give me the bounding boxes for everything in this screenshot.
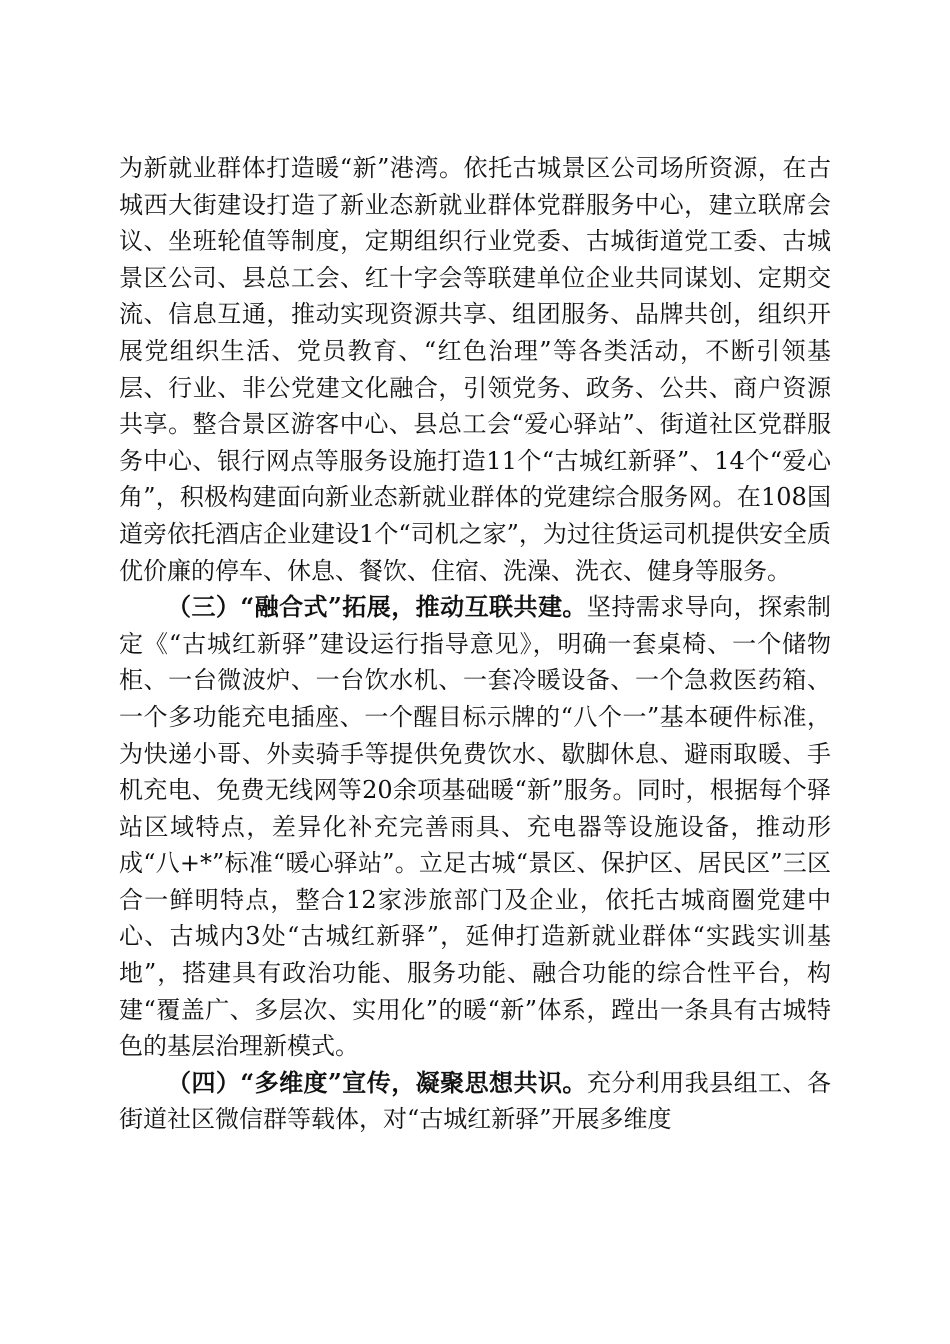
paragraph-section-four — [119, 1065, 831, 1138]
paragraph-text: 坚持需求导向，探索制定《“古城红新驿”建设运行指导意见》，明确一套桌椅、一个储物柜、一台微波炉、一台饮水机、一套冷暖设备、一个急救医药箱、一个多功能充电插座、一个醒目标示牌的“八个一”基本硬件标准，为快递小哥、外卖骑手等提供免费饮水、歇脚休息、避雨取暖、手机充电、免费无线网等20余项基础暖“新”服务。同时，根据每个驿站区域特点，差异化补充完善雨具、充电器等设施设备，推动形成“八+*”标准“暖心驿站”。立足古城“景区、保护区、居民区”三区合一鲜明特点，整合12家涉旅部门及企业，依托古城商圈党建中心、古城内3处“古城红新驿”，延伸打造新就业群体“实践实训基地”，搭建具有政治功能、服务功能、融合功能的综合性平台，构建“覆盖广、多层次、实用化”的暖“新”体系，蹚出一条具有古城特色的基层治理新模式。 — [119, 593, 832, 1061]
document-body — [119, 150, 831, 1138]
section-heading-three: （三）“融合式”拓展，推动互联共建。 — [167, 592, 587, 622]
paragraph-text: 充分利用我县组工、各街道社区微信群等载体，对“古城红新驿”开展多维度 — [119, 1068, 832, 1134]
paragraph-section-three — [119, 589, 831, 1065]
paragraph-text: 为新就业群体打造暖“新”港湾。依托古城景区公司场所资源，在古城西大街建设打造了新业态新就业群体党群服务中心，建立联席会议、坐班轮值等制度，定期组织行业党委、古城街道党工委、古城景区公司、县总工会、红十字会等联建单位企业共同谋划、定期交流、信息互通，推动实现资源共享、组团服务、品牌共创，组织开展党组织生活、党员教育、“红色治理”等各类活动，不断引领基层、行业、非公党建文化融合，引领党务、政务、公共、商户资源共享。整合景区游客中心、县总工会“爱心驿站”、街道社区党群服务中心、银行网点等服务设施打造11个“古城红新驿”、14个“爱心角”，积极构建面向新业态新就业群体的党建综合服务网。在108国道旁依托酒店企业建设1个“司机之家”，为过往货运司机提供安全质优价廉的停车、休息、餐饮、住宿、洗澡、洗衣、健身等服务。 — [119, 154, 831, 585]
section-heading-four: （四）“多维度”宣传，凝聚思想共识。 — [167, 1067, 587, 1097]
paragraph-new-employment-harbor — [119, 150, 831, 589]
